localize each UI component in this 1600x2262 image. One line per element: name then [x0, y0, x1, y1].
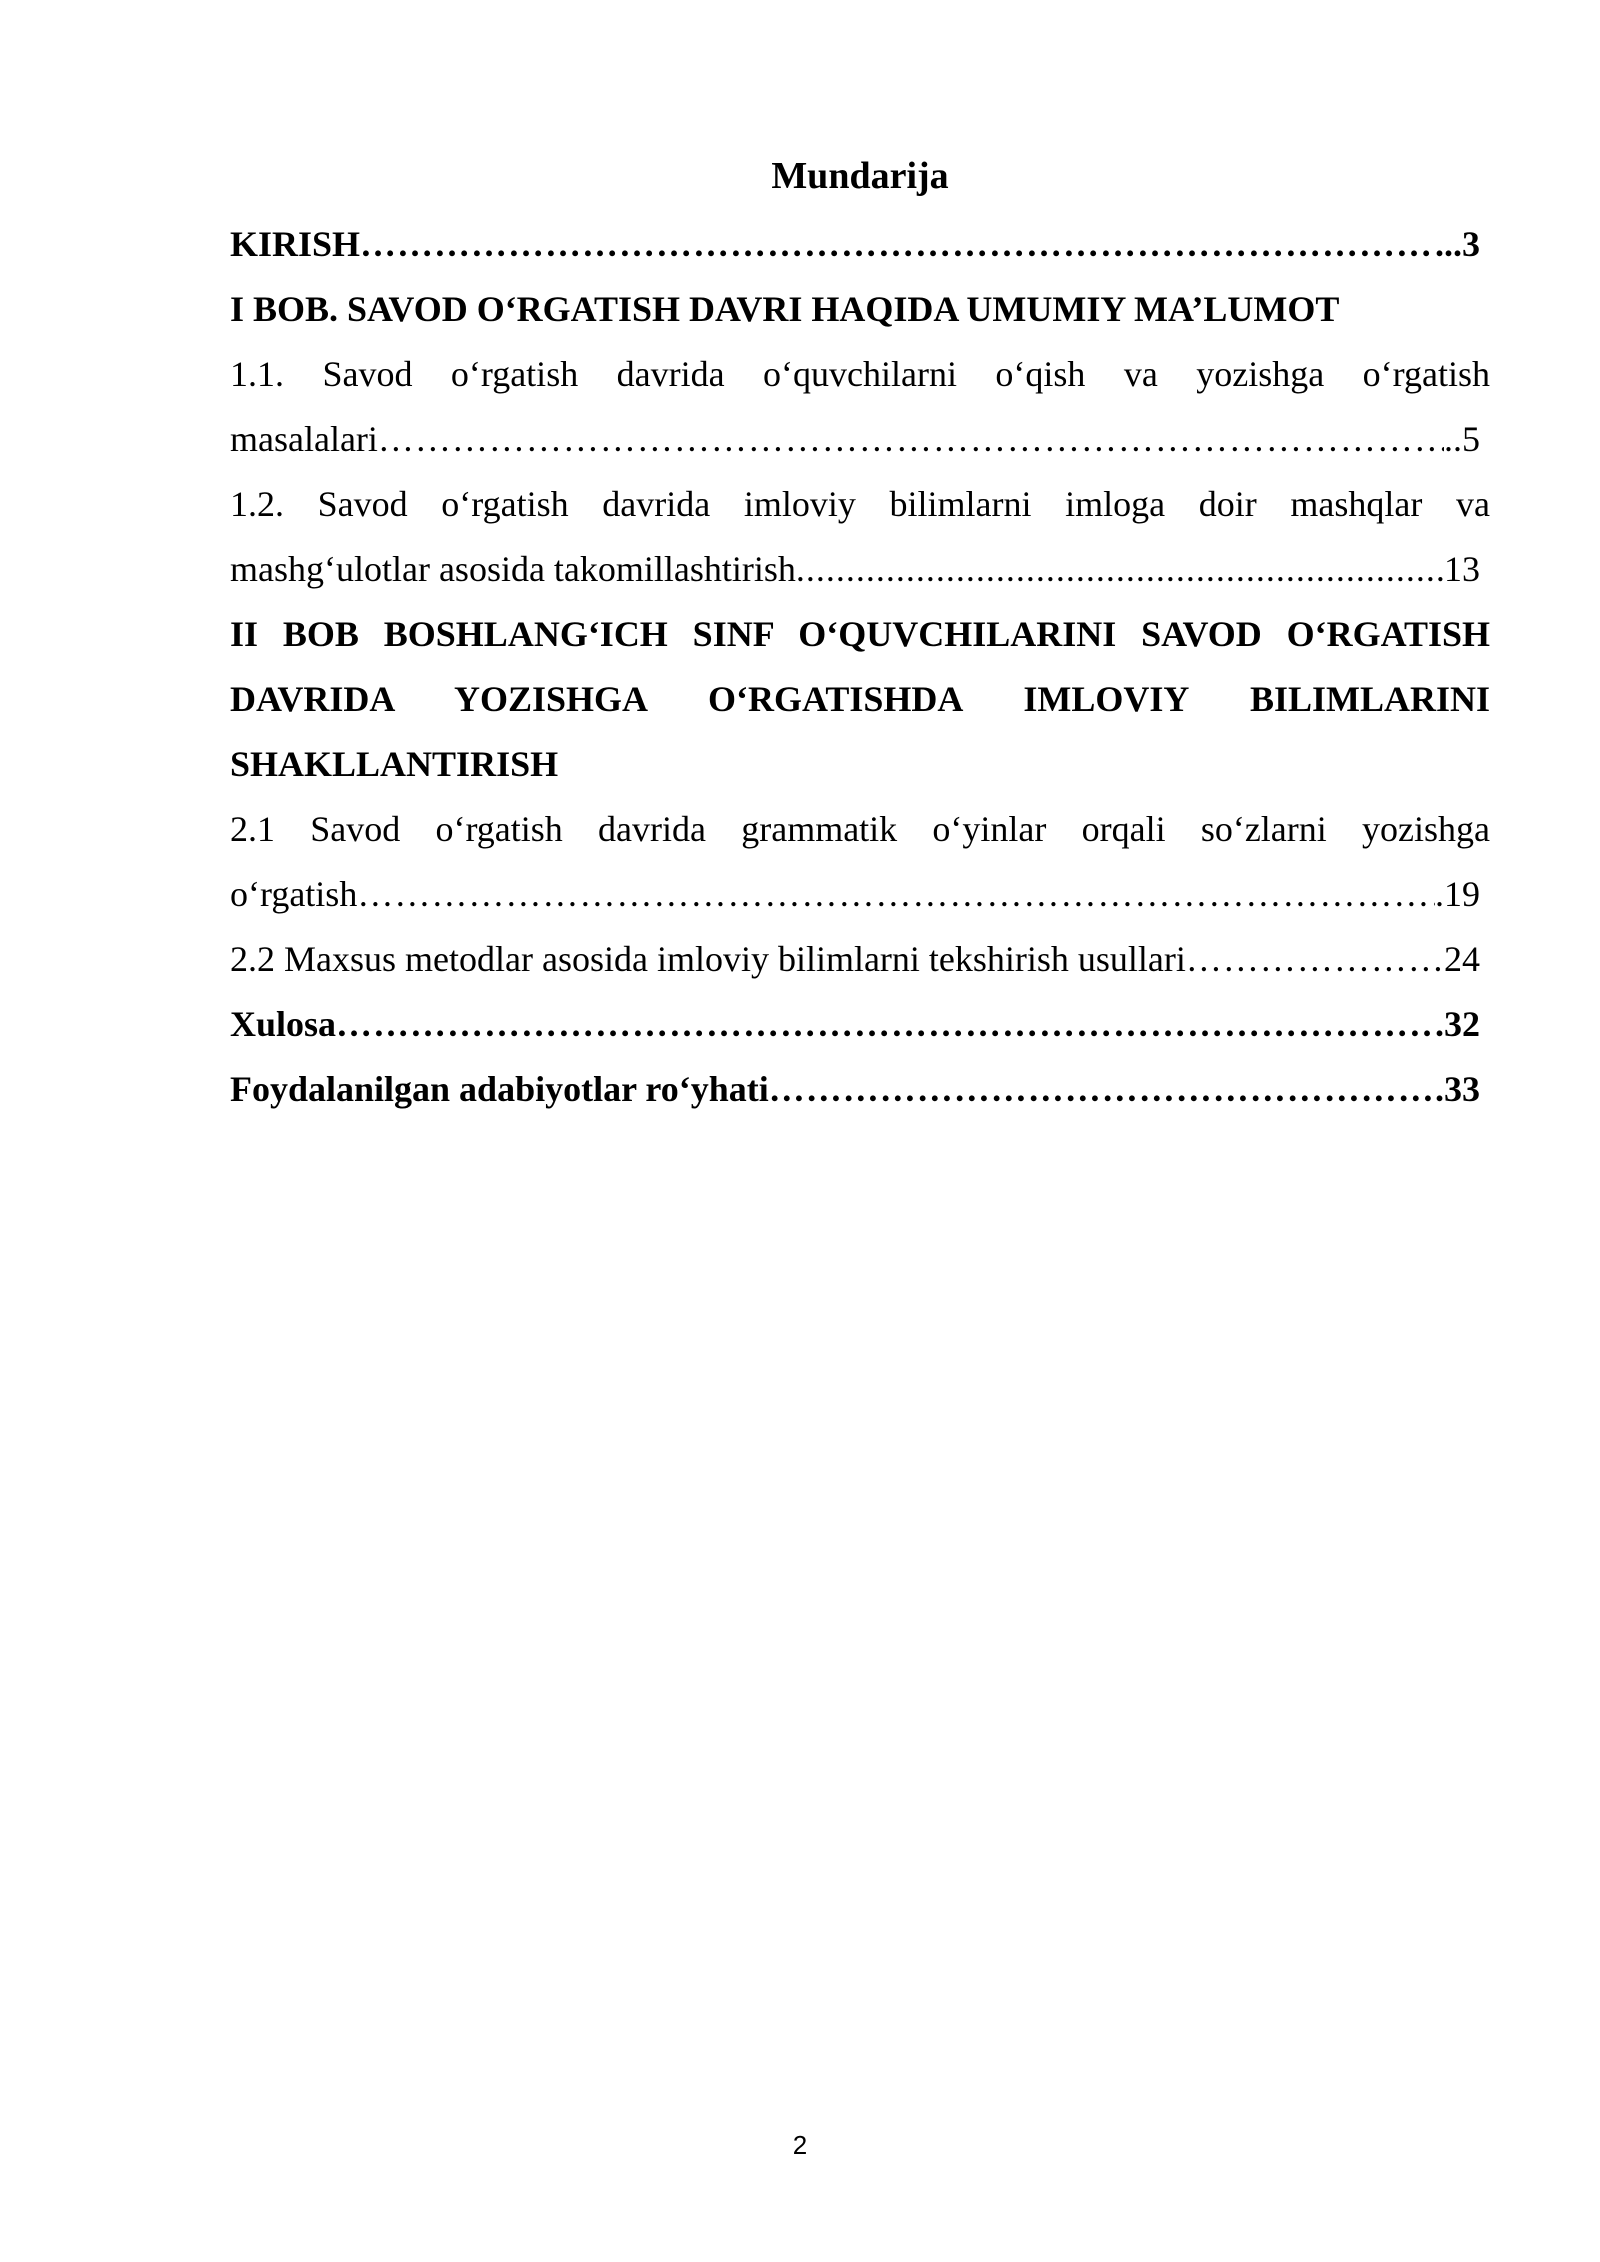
toc-entry-label: masalalari [230, 419, 378, 459]
toc-title: Mundarija [771, 155, 949, 197]
toc-entry-1-1-line1: 1.1. Savod o‘rgatish davrida o‘quvchilarni o‘qish va yozishga o‘rgatish [230, 354, 1490, 394]
table-of-contents [230, 150, 1490, 1122]
dot-leader [336, 992, 1435, 1057]
dot-leader [378, 407, 1444, 472]
toc-entry-label: mashg‘ulotlar asosida takomillashtirish [230, 549, 796, 589]
toc-entry-conclusion [230, 992, 1480, 1057]
toc-chapter-1-heading: I BOB. SAVOD O‘RGATISH DAVRI HAQIDA UMUMIY MA’LUMOT [230, 289, 1340, 329]
dot-leader [357, 862, 1435, 927]
dot-leader [360, 212, 1435, 277]
toc-entry-2-1-line2 [230, 862, 1480, 927]
toc-entry-page: ..5 [1444, 419, 1480, 459]
toc-entry-2-1-line1: 2.1 Savod o‘rgatish davrida grammatik o‘yinlar orqali so‘zlarni yozishga [230, 809, 1490, 849]
toc-entry-page: 24 [1444, 939, 1480, 979]
toc-entry-label: KIRISH [230, 224, 361, 264]
dot-leader [769, 1057, 1435, 1122]
toc-entry-page: .32 [1435, 1004, 1480, 1044]
toc-entry-label: o‘rgatish [230, 874, 358, 914]
toc-entry-intro [230, 212, 1480, 277]
toc-entry-label: 2.2 Maxsus metodlar asosida imloviy bilimlarni tekshirish usullari [230, 939, 1186, 979]
page-number: 2 [792, 2130, 808, 2160]
toc-entry-page: ...3 [1435, 224, 1480, 264]
toc-chapter-2-heading-line3: SHAKLLANTIRISH [230, 744, 559, 784]
toc-entry-1-2-line2 [230, 537, 1480, 602]
toc-entry-1-2-line1: 1.2. Savod o‘rgatish davrida imloviy bilimlarni imloga doir mashqlar va [230, 484, 1490, 524]
toc-entry-references [230, 1057, 1480, 1122]
dot-leader [1186, 927, 1444, 992]
toc-entry-label: Foydalanilgan adabiyotlar ro‘yhati [230, 1069, 769, 1109]
toc-entry-2-2 [230, 927, 1480, 992]
dot-leader [796, 537, 1444, 602]
toc-entry-page: 13 [1444, 549, 1480, 589]
toc-entry-page: .33 [1435, 1069, 1480, 1109]
toc-chapter-2-heading-line2: DAVRIDA YOZISHGA O‘RGATISHDA IMLOVIY BILIMLARINI [230, 679, 1490, 719]
toc-entry-label: Xulosa [230, 1004, 337, 1044]
toc-entry-page: .19 [1435, 874, 1480, 914]
toc-chapter-2-heading-line1: II BOB BOSHLANG‘ICH SINF O‘QUVCHILARINI SAVOD O‘RGATISH [230, 614, 1490, 654]
toc-entry-1-1-line2 [230, 407, 1480, 472]
